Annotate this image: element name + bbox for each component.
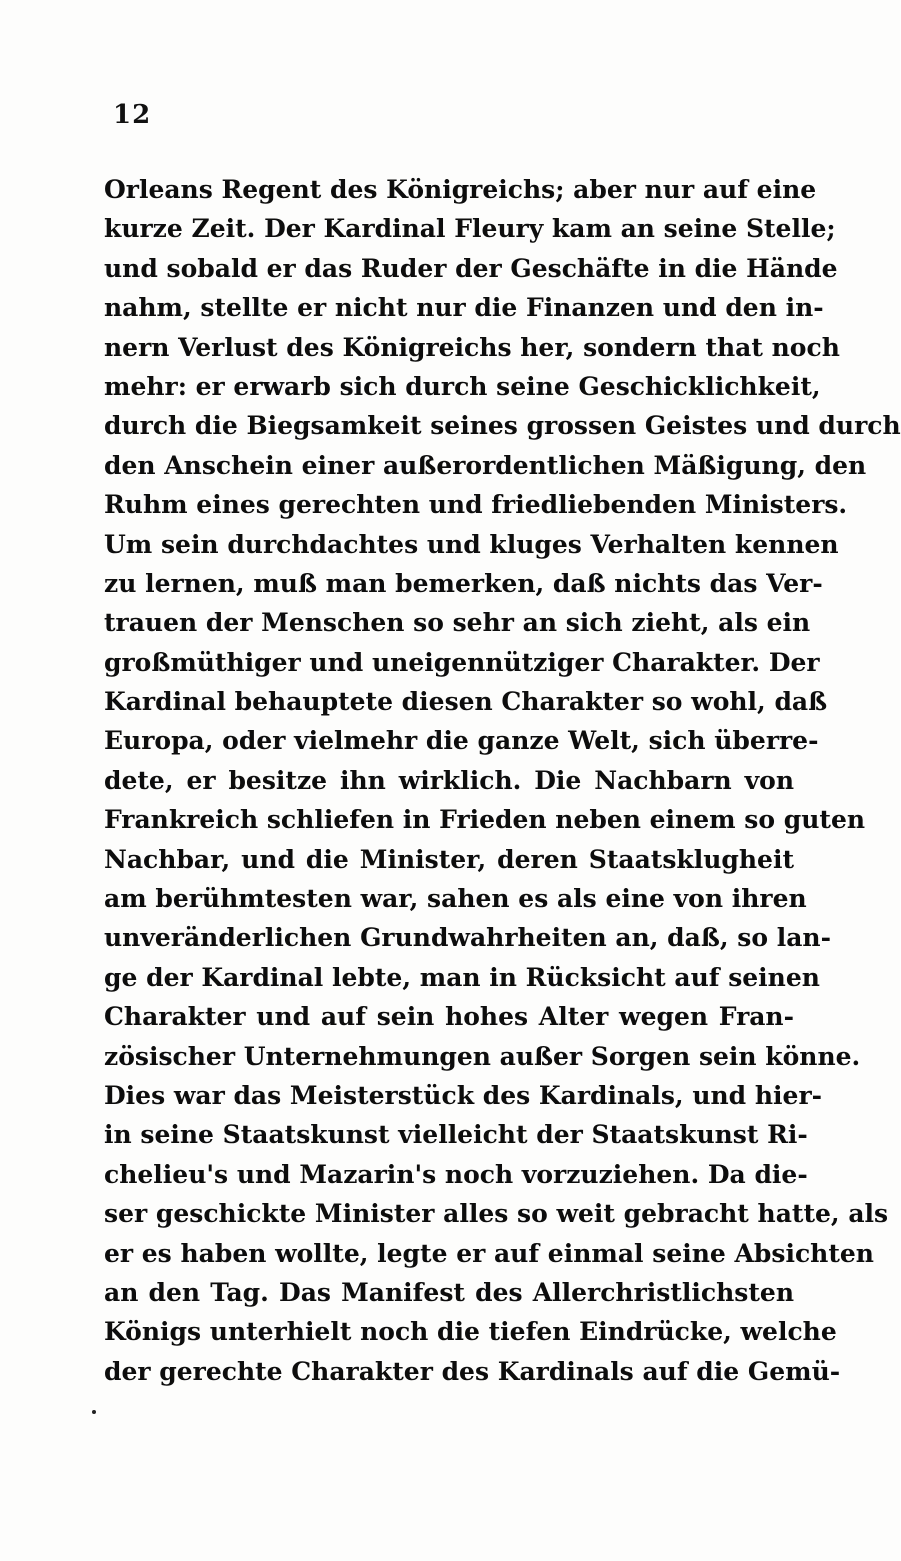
page-number: 12: [113, 100, 152, 130]
text-line: dete, er besitze ihn wirklich. Die Nachbarn von: [104, 765, 794, 795]
text-line: den Anschein einer außerordentlichen Mäßigung, den: [104, 450, 867, 480]
text-line: unveränderlichen Grundwahrheiten an, daß, so lan-: [104, 923, 831, 953]
text-line: und sobald er das Ruder der Geschäfte in die Hände: [104, 253, 838, 283]
text-line: am berühmtesten war, sahen es als eine von ihren: [104, 884, 807, 914]
text-line: Ruhm eines gerechten und friedliebenden Ministers.: [104, 490, 848, 520]
ink-speck: [92, 1410, 96, 1414]
text-line: Orleans Regent des Königreichs; aber nur auf eine: [104, 175, 817, 204]
text-line: Königs unterhielt noch die tiefen Eindrücke, welche: [104, 1317, 837, 1347]
text-line: Nachbar, und die Minister, deren Staatsklugheit: [104, 844, 794, 874]
text-line: chelieu's und Mazarin's noch vorzuziehen. Da die-: [104, 1159, 808, 1189]
text-line: Charakter und auf sein hohes Alter wegen Fran-: [104, 1002, 794, 1032]
text-line: nern Verlust des Königreichs her, sondern that noch: [104, 332, 840, 362]
text-line: durch die Biegsamkeit seines grossen Geistes und durch: [104, 411, 901, 441]
text-line: ge der Kardinal lebte, man in Rücksicht auf seinen: [104, 962, 820, 992]
text-line: nahm, stellte er nicht nur die Finanzen und den in-: [104, 293, 824, 323]
text-line: Europa, oder vielmehr die ganze Welt, sich überre-: [104, 726, 819, 756]
text-line: in seine Staatskunst vielleicht der Staatskunst Ri-: [104, 1120, 808, 1150]
text-line: mehr: er erwarb sich durch seine Geschicklichkeit,: [104, 371, 821, 401]
body-text: [104, 170, 901, 1391]
text-line: Kardinal behauptete diesen Charakter so wohl, daß: [104, 687, 828, 717]
text-line: an den Tag. Das Manifest des Allerchristlichsten: [104, 1277, 794, 1307]
text-line: Frankreich schliefen in Frieden neben einem so guten: [104, 805, 866, 835]
text-line: Um sein durchdachtes und kluges Verhalten kennen: [104, 529, 839, 559]
text-line: trauen der Menschen so sehr an sich zieht, als ein: [104, 608, 811, 638]
text-line: der gerechte Charakter des Kardinals auf die Gemü-: [104, 1356, 841, 1386]
text-line: großmüthiger und uneigennütziger Charakter. Der: [104, 647, 820, 677]
text-line: Dies war das Meisterstück des Kardinals, und hier-: [104, 1080, 822, 1110]
text-line: er es haben wollte, legte er auf einmal seine Absichten: [104, 1238, 874, 1268]
text-line: zu lernen, muß man bemerken, daß nichts das Ver-: [104, 568, 823, 598]
text-line: ser geschickte Minister alles so weit gebracht hatte, als: [104, 1199, 889, 1229]
text-line: kurze Zeit. Der Kardinal Fleury kam an seine Stelle;: [104, 214, 836, 244]
text-line: zösischer Unternehmungen außer Sorgen sein könne.: [104, 1041, 861, 1071]
